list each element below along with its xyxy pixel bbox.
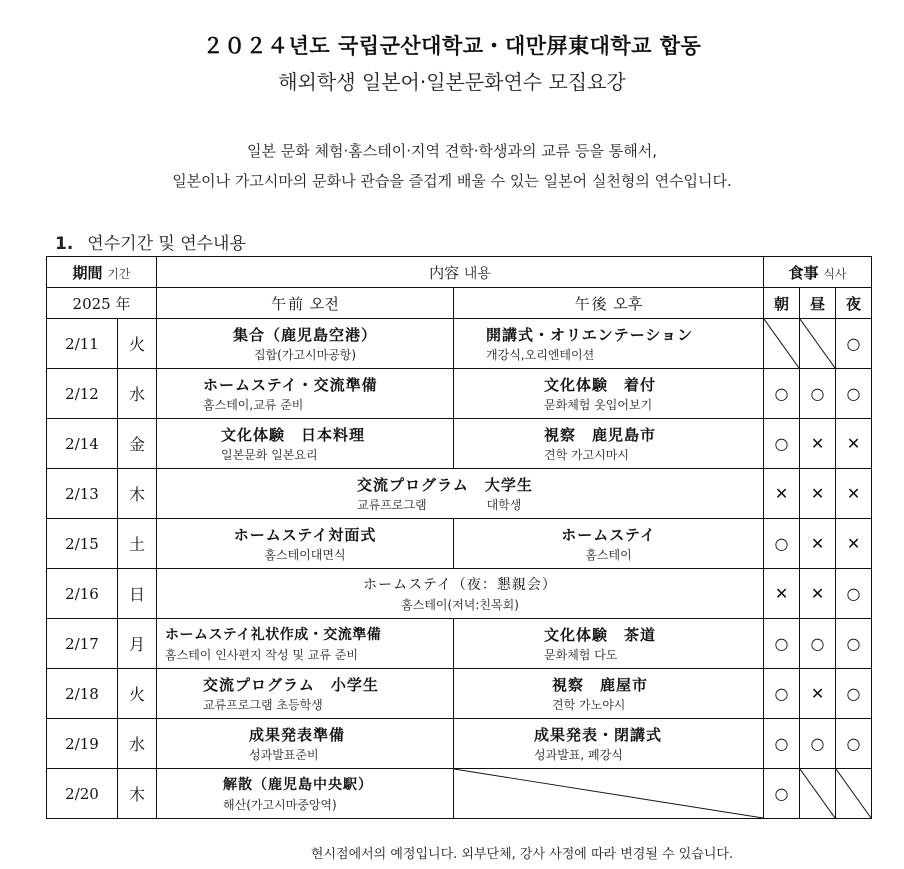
date-cell: 2/14 (47, 419, 118, 469)
meals-header: 食事 식사 (764, 257, 872, 288)
pm-na-cell (454, 769, 764, 819)
date-cell: 2/11 (47, 319, 118, 369)
lunch-na-cell (800, 769, 836, 819)
breakfast-cell: ✕ (764, 469, 800, 519)
am-cell: ホームステイ礼状作成・交流準備 홈스테이 인사편지 작성 및 교류 준비 (157, 619, 454, 669)
date-cell: 2/15 (47, 519, 118, 569)
breakfast-header: 朝 (764, 288, 800, 319)
weekday-cell: 土 (118, 519, 157, 569)
header-row-2 (47, 288, 872, 319)
lunch-cell: ✕ (800, 669, 836, 719)
pm-header: 午後 오후 (454, 288, 764, 319)
lunch-na-cell (800, 319, 836, 369)
am-cell: 交流プログラム 小学生 교류프로그램 초등학생 (157, 669, 454, 719)
pm-cell: 文化体験 茶道 문화체험 다도 (454, 619, 764, 669)
date-cell: 2/12 (47, 369, 118, 419)
weekday-cell: 日 (118, 569, 157, 619)
pm-cell: 文化体験 着付 문화체험 옷입어보기 (454, 369, 764, 419)
breakfast-na-cell (764, 319, 800, 369)
dinner-cell: ○ (836, 619, 872, 669)
breakfast-cell: ○ (764, 619, 800, 669)
lunch-header: 昼 (800, 288, 836, 319)
weekday-cell: 金 (118, 419, 157, 469)
section-title: 연수기간 및 연수내용 (87, 234, 246, 254)
am-cell: ホームステイ・交流準備 홈스테이,교류 준비 (157, 369, 454, 419)
lunch-cell: ✕ (800, 469, 836, 519)
table-row (47, 369, 872, 419)
diagonal-slash-icon (800, 769, 835, 818)
dinner-cell: ○ (836, 319, 872, 369)
dinner-cell: ○ (836, 569, 872, 619)
pm-cell: 視察 鹿児島市 견학 가고시마시 (454, 419, 764, 469)
dinner-cell: ○ (836, 669, 872, 719)
breakfast-cell: ○ (764, 519, 800, 569)
header-row-1 (47, 257, 872, 288)
footnote: 현시점에서의 예정입니다. 외부단체, 강사 사정에 따라 변경될 수 있습니다. (310, 847, 734, 862)
weekday-cell: 木 (118, 469, 157, 519)
section-number: 1. (55, 234, 74, 254)
breakfast-cell: ✕ (764, 569, 800, 619)
diagonal-slash-icon (836, 769, 871, 818)
am-cell: 集合（鹿児島空港） 집합(가고시마공항) (157, 319, 454, 369)
dinner-cell: ○ (836, 719, 872, 769)
dinner-header: 夜 (836, 288, 872, 319)
table-row (47, 319, 872, 369)
full-day-cell: ホームステイ（夜：懇親会） 홈스테이(저녁:친목회) (157, 569, 764, 619)
table-row (47, 569, 872, 619)
weekday-cell: 水 (118, 369, 157, 419)
dinner-cell: ✕ (836, 419, 872, 469)
am-cell: 解散（鹿児島中央駅） 해산(가고시마중앙역) (157, 769, 454, 819)
breakfast-cell: ○ (764, 369, 800, 419)
section-heading (55, 229, 246, 254)
breakfast-cell: ○ (764, 419, 800, 469)
date-cell: 2/18 (47, 669, 118, 719)
content-header: 内容 내용 (157, 257, 764, 288)
breakfast-cell: ○ (764, 769, 800, 819)
pm-cell: 成果発表・閉講式 성과발표, 폐강식 (454, 719, 764, 769)
lunch-cell: ✕ (800, 419, 836, 469)
date-cell: 2/20 (47, 769, 118, 819)
table-row (47, 619, 872, 669)
am-cell: 成果発表準備 성과발표준비 (157, 719, 454, 769)
intro-line-1: 일본 문화 체험·홈스테이·지역 견학·학생과의 교류 등을 통해서, (247, 142, 657, 160)
breakfast-cell: ○ (764, 719, 800, 769)
dinner-cell: ○ (836, 369, 872, 419)
date-cell: 2/16 (47, 569, 118, 619)
table-row (47, 719, 872, 769)
am-cell: ホームステイ対面式 홈스테이대면식 (157, 519, 454, 569)
document-title: ２０２４년도 국립군산대학교・대만屏東대학교 합동 (202, 34, 702, 58)
lunch-cell: ○ (800, 369, 836, 419)
am-header: 午前 오전 (157, 288, 454, 319)
dinner-cell: ✕ (836, 469, 872, 519)
table-row (47, 469, 872, 519)
am-cell: 文化体験 日本料理 일본문화 일본요리 (157, 419, 454, 469)
date-cell: 2/17 (47, 619, 118, 669)
period-header: 期間 기간 (47, 257, 157, 288)
weekday-cell: 水 (118, 719, 157, 769)
date-cell: 2/13 (47, 469, 118, 519)
schedule-table (46, 256, 872, 819)
lunch-cell: ✕ (800, 569, 836, 619)
pm-cell: 開講式・オリエンテーション 개강식,오리엔테이션 (454, 319, 764, 369)
pm-cell: ホームステイ 홈스테이 (454, 519, 764, 569)
diagonal-slash-icon (800, 319, 835, 368)
date-cell: 2/19 (47, 719, 118, 769)
dinner-cell: ✕ (836, 519, 872, 569)
table-row (47, 669, 872, 719)
breakfast-cell: ○ (764, 669, 800, 719)
weekday-cell: 火 (118, 319, 157, 369)
lunch-cell: ○ (800, 719, 836, 769)
weekday-cell: 火 (118, 669, 157, 719)
full-day-cell: 交流プログラム 大学生 교류프로그램 대학생 (157, 469, 764, 519)
weekday-cell: 木 (118, 769, 157, 819)
diagonal-slash-icon (454, 769, 763, 818)
lunch-cell: ○ (800, 619, 836, 669)
year-header: 2025 年 (47, 288, 157, 319)
intro-line-2: 일본이나 가고시마의 문화나 관습을 즐겁게 배울 수 있는 일본어 실천형의 연수입니다. (172, 172, 732, 190)
weekday-cell: 月 (118, 619, 157, 669)
table-row (47, 519, 872, 569)
table-row (47, 769, 872, 819)
document-subtitle: 해외학생 일본어·일본문화연수 모집요강 (278, 70, 626, 94)
pm-cell: 視察 鹿屋市 견학 가노야시 (454, 669, 764, 719)
diagonal-slash-icon (764, 319, 799, 368)
dinner-na-cell (836, 769, 872, 819)
lunch-cell: ✕ (800, 519, 836, 569)
table-row (47, 419, 872, 469)
